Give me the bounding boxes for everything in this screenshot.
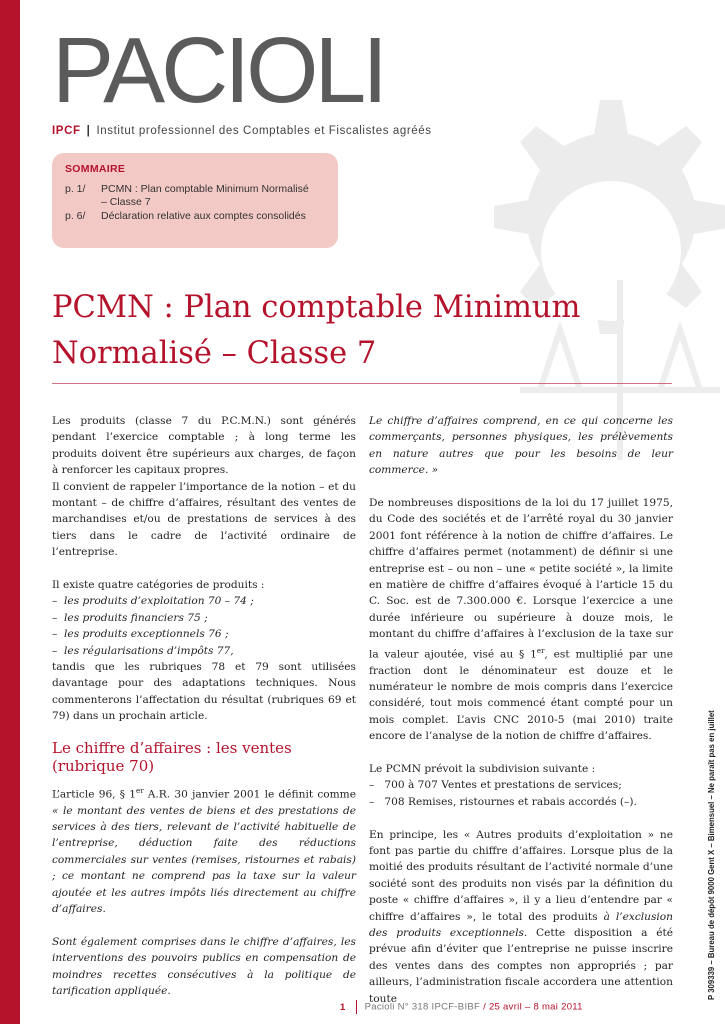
paragraph: De nombreuses dispositions de la loi du 17 juillet 1975, du Code des sociétés et de l’arrêté royal du 30 janvier 2001 font référence à la notion de chiffre d’affaires. Le chiffre d’affaires permet (notamment) de définir si une entreprise est – ou non – une « petite société », la limite en matière de chiffre d’affaires évoqué à l’article 15 du C. Soc. est de 7.300.000 €. Lorsque l’exercice a une durée inférieure ou supérieure à douze mois, le montant du chiffre d’affaires à l’exclusion de la taxe sur la valeur ajoutée, visé au § 1er, est multiplié par une fraction dont le dénominateur est douze et le numérateur le nombre de mois compris dans l’exercice considéré, tout mois commencé étant compté pour un mois complet. L’avis CNC 2010-5 (mai 2010) traite encore de l’analyse de la notion de chiffre d’affaires. bbox=[369, 497, 673, 743]
tagline bbox=[52, 125, 432, 137]
paragraph: Le chiffre d’affaires comprend, en ce qui concerne les commerçants, personnes physiques, les prélèvements en nature autres que pour les besoins de leur commerce. » bbox=[369, 415, 673, 477]
postal-side-text: P 309339 – Bureau de dépôt 9000 Gent X – Bimensuel – Ne paraît pas en juillet bbox=[707, 710, 716, 1000]
paragraph: Les produits (classe 7 du P.C.M.N.) sont générés pendant l’exercice comptable ; à long terme les produits doivent être supérieurs aux charges, de façon à renforcer les capitaux propres. bbox=[52, 415, 356, 477]
sommaire-item-1[interactable] bbox=[65, 183, 325, 209]
sommaire-text: PCMN : Plan comptable Minimum Normalisé – Classe 7 bbox=[101, 183, 309, 208]
list-item: – les produits d’exploitation 70 – 74 ; bbox=[52, 595, 254, 608]
paragraph: En principe, les « Autres produits d’exploitation » ne font pas partie du chiffre d’affaires. Lorsque plus de la moitié des produits résultant de l’activité normale d’une société sont des produits non visés par la définition du poste « chiffre d’affaires », il y a lieu d’entendre par « chiffre d’affaires », le total des produits à l’exclusion des produits exceptionnels. Cette disposition a été prévue afin d’éviter que l’entreprise ne puisse inscrire des ventes dans des comptes non appropriés ; par ailleurs, l’administration fiscale accordera une attention toute bbox=[369, 828, 674, 1005]
paragraph: L’article 96, § 1er A.R. 30 janvier 2001 le définit comme « le montant des ventes de biens et des prestations de services à des tiers, relevant de l’activité habituelle de l’entreprise, déduction faite des réductions commerciales sur ventes (remises, ristournes et rabais) ; ce montant ne comprend pas la taxe sur la valeur ajoutée et les autres impôts liés directement au chiffre d’affaires. bbox=[52, 786, 356, 916]
paragraph: tandis que les rubriques 78 et 79 sont utilisées davantage pour des adaptations techniques. Nous commenterons l’affectation du résultat (rubriques 69 et 79) dans un prochain article. bbox=[52, 661, 356, 723]
sommaire-page: p. 1/ bbox=[65, 183, 86, 195]
left-accent-bar bbox=[0, 0, 20, 1024]
sommaire-item-2[interactable] bbox=[65, 210, 325, 223]
article-title-line-1: PCMN : Plan comptable Minimum bbox=[52, 290, 581, 325]
sommaire-text: Déclaration relative aux comptes consolidés bbox=[101, 210, 306, 222]
tagline-separator: | bbox=[86, 125, 91, 137]
page-footer: 1 Pacioli N° 318 IPCF-BIBF / 25 avril – 8 mai 2011 bbox=[340, 1001, 583, 1013]
sommaire-page: p. 6/ bbox=[65, 210, 86, 222]
issue-date: 25 avril – 8 mai 2011 bbox=[488, 1001, 583, 1013]
gear-watermark-icon bbox=[420, 60, 725, 460]
list-item: – les produits exceptionnels 76 ; bbox=[52, 628, 229, 641]
ipcf-label: IPCF bbox=[52, 125, 81, 137]
article-title bbox=[52, 285, 672, 377]
institute-name: Institut professionnel des Comptables et Fiscalistes agréés bbox=[96, 125, 432, 137]
section-subtitle: Le chiffre d’affaires : les ventes (rubrique 70) bbox=[52, 738, 292, 775]
page-number: 1 bbox=[340, 1001, 346, 1013]
footer-divider bbox=[356, 1000, 357, 1014]
list-item: – les produits financiers 75 ; bbox=[52, 611, 208, 624]
sommaire-title: SOMMAIRE bbox=[65, 163, 126, 175]
pacioli-logo: PACIOLI bbox=[52, 18, 385, 122]
publication-info: Pacioli N° 318 IPCF-BIBF bbox=[364, 1001, 481, 1013]
left-column bbox=[52, 413, 356, 1000]
article-title-line-2: Normalisé – Classe 7 bbox=[52, 336, 377, 371]
sommaire-box bbox=[52, 153, 338, 248]
title-divider bbox=[52, 383, 672, 384]
paragraph: Il convient de rappeler l’importance de la notion – et du montant – de chiffre d’affaires, résultant des ventes de marchandises et/ou de prestations de services à des tiers dans le cadre de l’activité ordinaire de l’entreprise. bbox=[52, 480, 356, 559]
paragraph: Le PCMN prévoit la subdivision suivante : bbox=[369, 763, 596, 776]
list-item: – 708 Remises, ristournes et rabais accordés (–). bbox=[369, 795, 637, 808]
right-column bbox=[369, 413, 673, 1007]
list-item: – les régularisations d’impôts 77, bbox=[52, 644, 234, 657]
paragraph: Sont également comprises dans le chiffre d’affaires, les interventions des pouvoirs publics en compensation de moindres recettes consécutives à la politique de tarification appliquée. bbox=[52, 935, 356, 998]
paragraph: Il existe quatre catégories de produits : bbox=[52, 579, 265, 592]
list-item: – 700 à 707 Ventes et prestations de services; bbox=[369, 779, 622, 792]
